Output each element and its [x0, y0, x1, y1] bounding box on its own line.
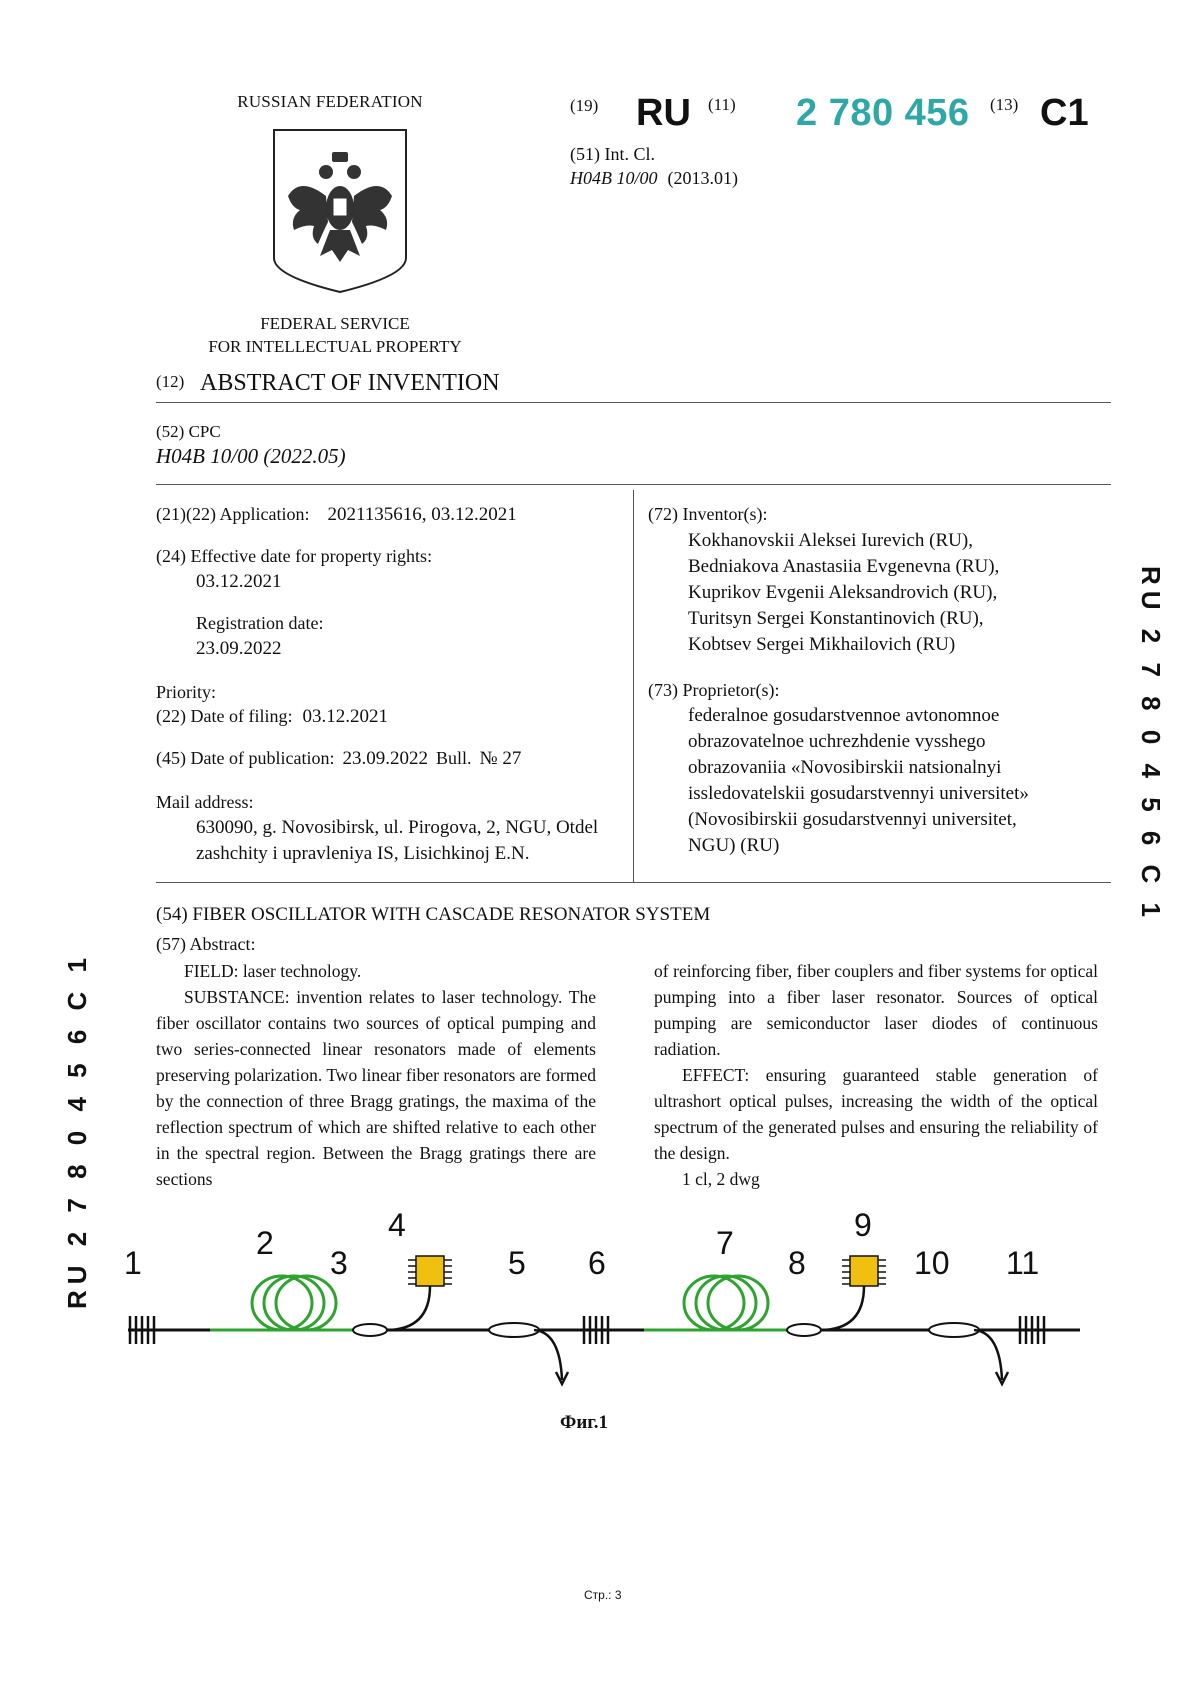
registration-label: Registration date: [196, 613, 324, 633]
publication-label: (45) Date of publication: [156, 748, 335, 768]
side-patent-number-right: RU 2 7 8 0 4 5 6 C 1 [1136, 566, 1166, 924]
figure-label: 6 [588, 1245, 606, 1281]
bull-value: № 27 [479, 748, 522, 769]
mail-label: Mail address: [156, 792, 254, 812]
figure-diagram [114, 1190, 1094, 1440]
fiber-coil-icon [684, 1276, 768, 1330]
proprietor-text [688, 703, 1029, 859]
priority-label: Priority: [156, 682, 217, 702]
abstract-paragraph: EFFECT: ensuring guaranteed stable generation of ultrashort optical pulses, increasing the width of the optical spectrum of the generated pulses and ensuring the reliability of the design. [654, 1065, 1098, 1163]
inid-code-13: (13) [990, 95, 1019, 114]
abstract-label: (57) Abstract: [156, 934, 256, 954]
cpc-label: (52) CPC [156, 422, 221, 441]
inventors-label: (72) Inventor(s): [648, 504, 768, 524]
abstract-paragraph: SUBSTANCE: invention relates to laser technology. The fiber oscillator contains two sources of optical pumping and two series-connected linear resonators made of elements preserving polarization. Two linear fiber resonators are formed by the connection of three Bragg gratings, the maxima of the reflection spectrum of which are shifted relative to each other in the spectral region. Between the Bragg gratings there are sections [156, 987, 596, 1189]
cpc-code: H04B 10/00 (2022.05) [156, 444, 346, 468]
figure-label: 10 [914, 1245, 950, 1281]
filing-value: 03.12.2021 [302, 706, 388, 727]
figure-label: 7 [716, 1225, 734, 1261]
side-patent-number-left: RU 2 7 8 0 4 5 6 C 1 [62, 952, 92, 1310]
figure-label: 11 [1006, 1245, 1040, 1281]
patent-number: 2 780 456 [796, 92, 970, 134]
kind-code: C1 [1040, 92, 1089, 134]
intcl-label: (51) Int. Cl. [570, 144, 655, 164]
application-label: (21)(22) Application: [156, 504, 310, 524]
service-line-1: FEDERAL SERVICE [260, 314, 410, 333]
pump-fiber [820, 1286, 864, 1330]
coupler-icon [787, 1324, 821, 1336]
inventor-name: Turitsyn Sergei Konstantinovich (RU), [688, 608, 984, 629]
figure-label: 3 [330, 1245, 348, 1281]
divider [156, 882, 1111, 883]
inid-code-19: (19) [570, 96, 599, 115]
output-arrow-icon [974, 1330, 1002, 1380]
pump-diode-icon [408, 1256, 452, 1286]
inventor-name: Kuprikov Evgenii Aleksandrovich (RU), [688, 582, 998, 603]
inventor-name: Kobtsev Sergei Mikhailovich (RU) [688, 634, 956, 655]
publication-value: 23.09.2022 [342, 748, 428, 769]
intcl-code: H04B 10/00 [570, 168, 658, 188]
proprietor-line: (Novosibirskii gosudarstvennyi universitet, [688, 809, 1017, 830]
page-number: Стр.: 3 [584, 1588, 622, 1602]
invention-title: (54) FIBER OSCILLATOR WITH CASCADE RESONATOR SYSTEM [156, 904, 711, 925]
output-coupler-icon [489, 1323, 539, 1337]
figure-label: 4 [388, 1207, 406, 1243]
proprietor-line: obrazovaniia «Novosibirskii natsionalnyi [688, 757, 1002, 778]
registration-value: 23.09.2022 [196, 638, 282, 659]
intcl-version: (2013.01) [667, 168, 738, 188]
output-coupler-icon [929, 1323, 979, 1337]
fiber-coil-icon [252, 1276, 336, 1330]
proprietor-line: obrazovatelnoe uchrezhdenie vysshego [688, 731, 986, 752]
emblem-icon [270, 126, 410, 296]
divider [156, 484, 1111, 485]
proprietor-line: issledovatelskii gosudarstvennyi universitet» [688, 783, 1029, 804]
figure-label: 8 [788, 1245, 806, 1281]
proprietor-line: federalnoe gosudarstvennoe avtonomnoe [688, 705, 1000, 726]
inventor-name: Kokhanovskii Aleksei Iurevich (RU), [688, 530, 973, 551]
mail-line-2: zashchity i upravleniya IS, Lisichkinoj E.N. [196, 843, 530, 864]
bull-label: Bull. [435, 748, 472, 768]
mail-line-1: 630090, g. Novosibirsk, ul. Pirogova, 2, NGU, Otdel [196, 817, 599, 838]
pump-fiber [386, 1286, 430, 1330]
effective-label: (24) Effective date for property rights: [156, 546, 433, 566]
proprietor-label: (73) Proprietor(s): [648, 680, 780, 700]
inid-code-12: (12) [156, 372, 185, 391]
office-code: RU [636, 92, 691, 134]
abstract-paragraph: of reinforcing fiber, fiber couplers and fiber systems for optical pumping into a fiber laser resonator. Sources of optical pumping are semiconductor laser diodes of continuous radiation. [654, 961, 1098, 1059]
column-divider [633, 490, 634, 882]
abstract-paragraph: FIELD: laser technology. [184, 961, 362, 981]
pump-diode-icon [842, 1256, 886, 1286]
publication-field [156, 748, 521, 770]
filing-label: (22) Date of filing: [156, 706, 293, 726]
service-name [180, 312, 490, 358]
filing-field [156, 706, 388, 728]
document-type: ABSTRACT OF INVENTION [200, 370, 500, 396]
application-value: 2021135616, 03.12.2021 [327, 504, 517, 525]
divider [156, 402, 1111, 403]
proprietor-line: NGU) (RU) [688, 835, 780, 856]
inid-code-11: (11) [708, 95, 736, 114]
figure-label: 9 [854, 1207, 872, 1243]
output-arrow-icon [534, 1330, 562, 1380]
coupler-icon [353, 1324, 387, 1336]
service-line-2: FOR INTELLECTUAL PROPERTY [208, 337, 462, 356]
abstract-right-column [654, 958, 1098, 1192]
inventors-list [688, 528, 999, 658]
intcl-classification [570, 168, 738, 189]
figure-label: 1 [124, 1245, 142, 1281]
figure-caption: Фиг.1 [560, 1412, 609, 1433]
abstract-left-column [156, 958, 596, 1192]
country-name: RUSSIAN FEDERATION [237, 92, 423, 111]
effective-value: 03.12.2021 [196, 571, 282, 592]
figure-label: 5 [508, 1245, 526, 1281]
application-field [156, 504, 517, 526]
figure-label: 2 [256, 1225, 274, 1261]
inventor-name: Bedniakova Anastasiia Evgenevna (RU), [688, 556, 1000, 577]
abstract-paragraph: 1 cl, 2 dwg [682, 1169, 760, 1189]
